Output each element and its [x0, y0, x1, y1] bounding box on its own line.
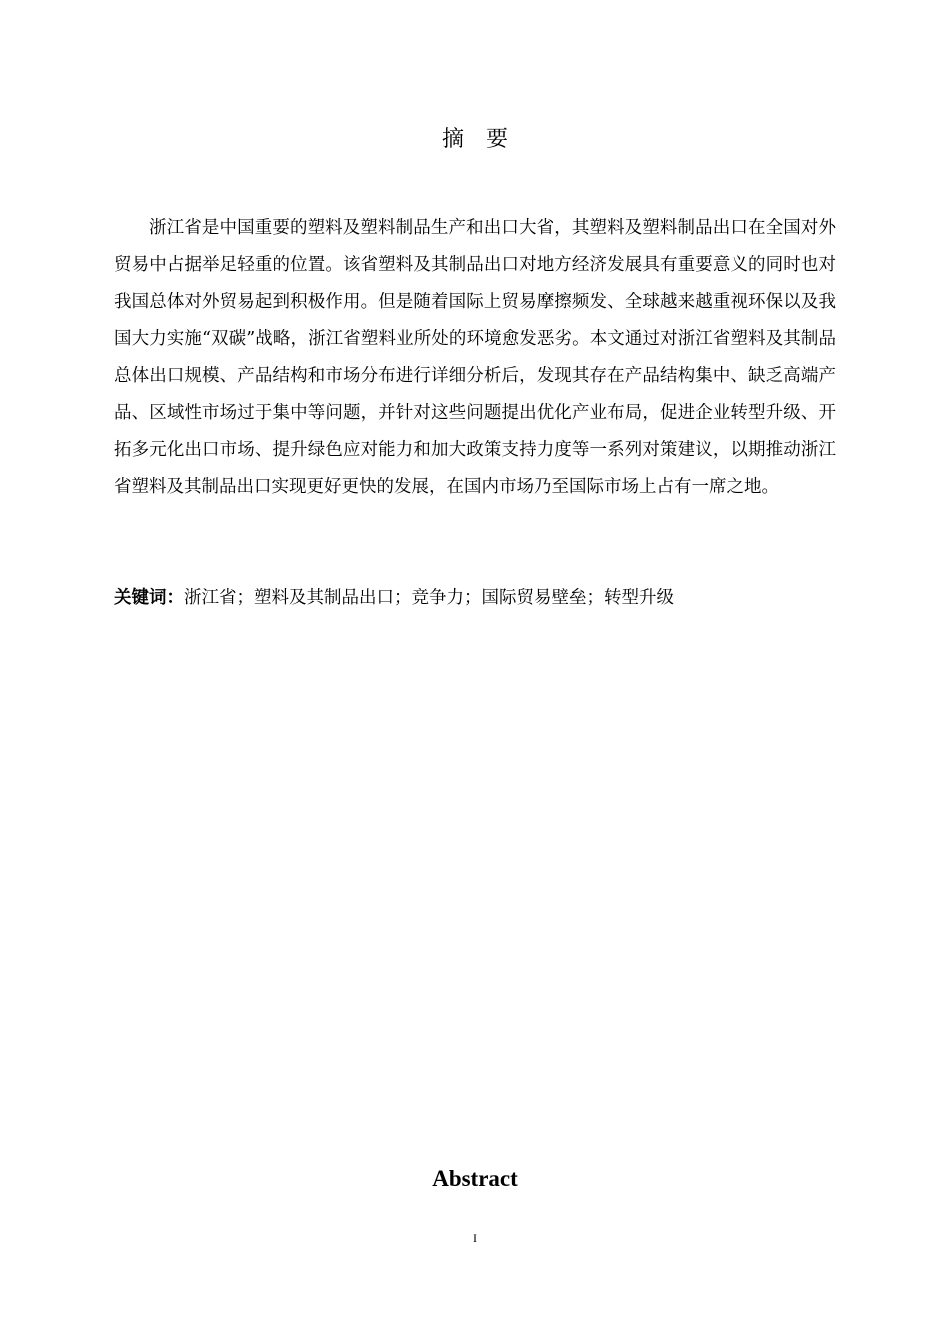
title-char-2: 要: [486, 127, 509, 152]
abstract-paragraph: 浙江省是中国重要的塑料及塑料制品生产和出口大省，其塑料及塑料制品出口在全国对外贸易中占据举足轻重的位置。该省塑料及其制品出口对地方经济发展具有重要意义的同时也对我国总体对外贸易起到积极作用。但是随着国际上贸易摩擦频发、全球越来越重视环保以及我国大力实施“双碳”战略，浙江省塑料业所处的环境愈发恶劣。本文通过对浙江省塑料及其制品总体出口规模、产品结构和市场分布进行详细分析后，发现其存在产品结构集中、缺乏高端产品、区域性市场过于集中等问题，并针对这些问题提出优化产业布局，促进企业转型升级、开拓多元化出口市场、提升绿色应对能力和加大政策支持力度等一系列对策建议，以期推动浙江省塑料及其制品出口实现更好更快的发展，在国内市场乃至国际市场上占有一席之地。: [114, 218, 836, 497]
keywords-text: 浙江省；塑料及其制品出口；竞争力；国际贸易壁垒；转型升级: [184, 588, 674, 608]
keywords-line: [114, 582, 836, 614]
english-abstract-heading: Abstract: [432, 1166, 518, 1191]
keywords-label: 关键词：: [114, 588, 184, 608]
title-char-1: 摘: [441, 127, 464, 152]
page-number: I: [473, 1231, 477, 1245]
page-title: [0, 124, 950, 156]
